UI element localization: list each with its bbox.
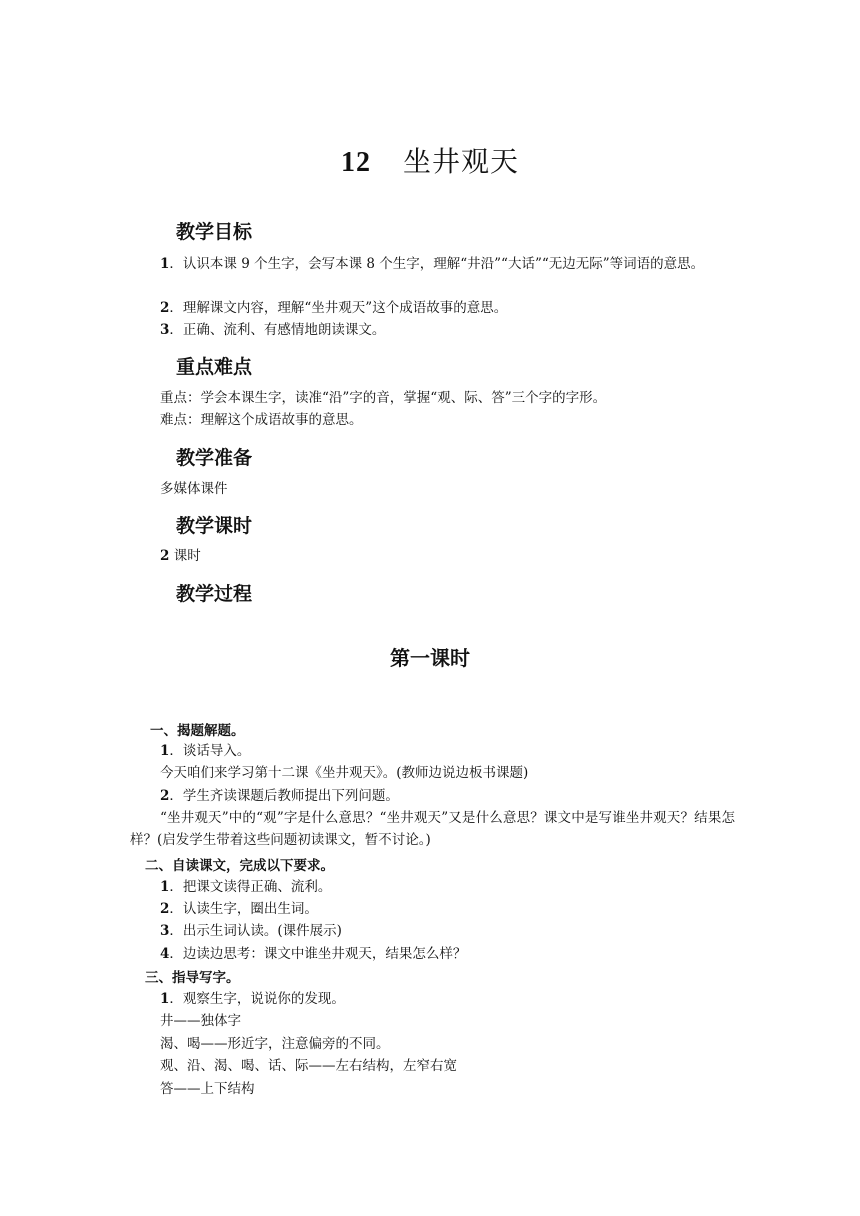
item-number: 4 [160,946,170,962]
goal-text: ．理解课文内容，理解“坐井观天”这个成语故事的意思。 [169,300,508,316]
item-number: 1 [160,743,170,759]
part3-line-4: 答——上下结构 [160,1081,255,1097]
part2-item-4 [160,943,466,965]
section-heading-key: 重点难点 [176,356,253,378]
lesson-number: 12 [340,147,371,178]
difficult-points: 难点：理解这个成语故事的意思。 [160,412,363,428]
item-text: ．出示生词认读。(课件展示) [169,923,342,939]
goal-number: 2 [160,300,170,316]
goal-item-3 [160,319,385,341]
lesson-title [0,140,860,180]
item-number: 1 [160,991,170,1007]
part3-heading: 三、指导写字。 [145,970,240,986]
hours-number: 2 [160,548,170,564]
part3-item-1 [160,988,345,1010]
lesson1-heading: 第一课时 [390,646,470,670]
part1-questions: “坐井观天”中的“观”字是什么意思？“坐井观天”又是什么意思？课文中是写谁坐井观天？结果怎样？(启发学生带着这些问题初读课文，暂不讨论。) [130,810,735,848]
item-text: ．边读边思考：课文中谁坐井观天，结果怎么样？ [169,946,467,962]
goal-number: 3 [160,322,170,338]
part3-line-1: 井——独体字 [160,1013,241,1029]
part1-heading: 一、揭题解题。 [150,723,245,739]
lesson-title-text: 坐井观天 [402,145,519,178]
item-number: 1 [160,879,170,895]
part1-intro: 今天咱们来学习第十二课《坐井观天》。(教师边说边板书课题) [160,765,529,781]
section-heading-goals: 教学目标 [176,221,253,243]
goal-text: ．正确、流利、有感情地朗读课文。 [169,322,386,338]
goal-item-1 [130,253,735,275]
part2-item-1 [160,876,331,898]
item-number: 3 [160,923,170,939]
goal-item-2 [160,297,507,319]
part2-item-2 [160,898,318,920]
section-heading-process: 教学过程 [176,583,253,605]
section-heading-prep: 教学准备 [176,447,253,469]
item-number: 2 [160,901,170,917]
item-text: ．认读生字，圈出生词。 [169,901,318,917]
hours-text [160,545,201,567]
item-text: ．谈话导入。 [169,743,251,759]
goal-text: ．认识本课 9 个生字，会写本课 8 个生字，理解“井沿”“大话”“无边无际”等词语的意思。 [169,256,705,272]
hours-unit: 课时 [169,548,201,564]
item-text: ．学生齐读课题后教师提出下列问题。 [169,788,399,804]
goal-number: 1 [160,256,170,272]
part1-item-2 [160,785,399,807]
item-text: ．把课文读得正确、流利。 [169,879,332,895]
item-number: 2 [160,788,170,804]
part3-line-2: 渴、喝——形近字，注意偏旁的不同。 [160,1036,390,1052]
part3-line-3: 观、沿、渴、喝、话、际——左右结构，左窄右宽 [160,1058,457,1074]
part2-heading: 二、自读课文，完成以下要求。 [145,858,334,874]
section-heading-hours: 教学课时 [176,515,253,537]
part2-item-3 [160,920,342,942]
item-text: ．观察生字，说说你的发现。 [169,991,345,1007]
prep-text: 多媒体课件 [160,481,228,497]
part1-item-1 [160,740,250,762]
key-points: 重点：学会本课生字，读准“沿”字的音，掌握“观、际、答”三个字的字形。 [160,390,607,406]
